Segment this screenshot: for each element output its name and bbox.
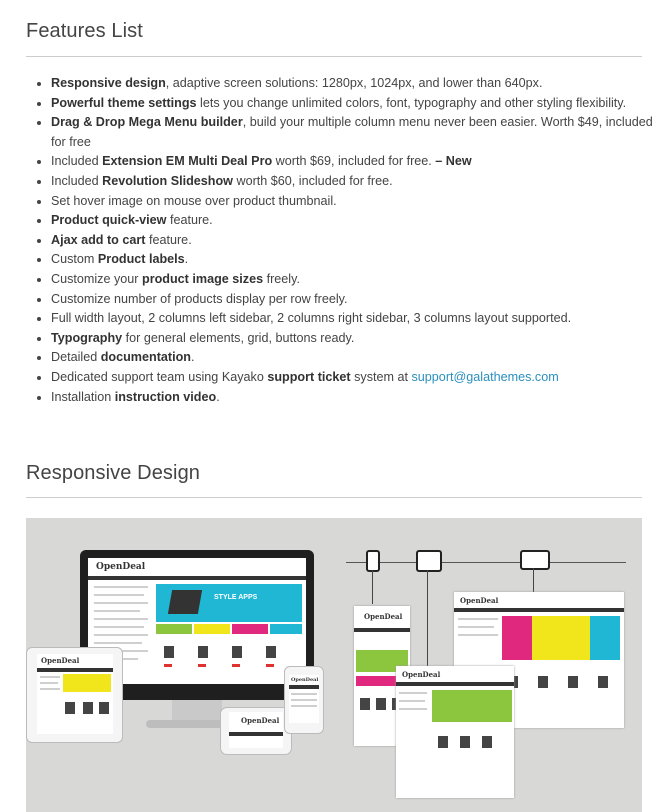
feature-text: Detailed [51, 350, 101, 365]
product-thumb [83, 702, 93, 714]
feature-text: . [184, 252, 189, 267]
mobile-nav [354, 628, 410, 632]
phone-portrait-nav [289, 685, 319, 689]
menu-line [291, 699, 317, 701]
feature-item [51, 388, 658, 408]
tablet-screen [37, 654, 113, 734]
features-title: Features List [26, 20, 143, 42]
feature-item [51, 309, 658, 329]
product-thumb [65, 702, 75, 714]
feature-text: Customize your [51, 271, 142, 286]
feature-text: Included [51, 154, 103, 169]
desktop-nav [88, 576, 306, 580]
sidebar-line [399, 708, 427, 710]
desktop-tile-3 [232, 624, 268, 634]
tablet-preview-banner [432, 690, 512, 722]
tablet-device [26, 647, 123, 743]
sidebar-line [458, 634, 498, 636]
feature-text: Full width layout, 2 columns left sidebar, 2 columns right sidebar, 3 columns layout supported. [51, 311, 572, 326]
responsive-title: Responsive Design [26, 462, 201, 484]
feature-text: Dedicated support team using Kayako [51, 369, 268, 384]
feature-item [51, 231, 658, 251]
sidebar-line [94, 634, 148, 636]
phone-landscape-screen [229, 712, 283, 748]
feature-item [51, 94, 658, 114]
feature-highlight: Revolution Slideshow [102, 173, 233, 188]
feature-item [51, 270, 658, 290]
sidebar-line [40, 682, 58, 684]
responsive-showcase-image [26, 518, 642, 812]
feature-text: , adaptive screen solutions: 1280px, 1024px, and lower than 640px. [165, 76, 543, 90]
product-thumb [232, 646, 242, 658]
tablet-preview-nav [396, 682, 514, 686]
responsive-divider [26, 497, 642, 498]
menu-line [291, 705, 317, 707]
product-thumb [438, 736, 448, 748]
desktop-preview-banner [502, 616, 620, 660]
feature-item [51, 192, 658, 212]
feature-item [51, 348, 658, 368]
feature-item [51, 329, 658, 349]
feature-text: system at [350, 369, 412, 384]
feature-text: lets you change unlimited colors, font, typography and other styling flexibility. [196, 95, 627, 110]
feature-text: . [190, 350, 195, 365]
breakpoint-line [346, 562, 626, 563]
phone-landscape-nav [229, 732, 283, 736]
feature-highlight: Responsive design [51, 76, 166, 90]
tablet-icon [416, 550, 442, 572]
sidebar-line [94, 618, 148, 620]
product-thumb [460, 736, 470, 748]
product-thumb [360, 698, 370, 710]
sidebar-line [94, 586, 148, 588]
desktop-banner-text: STYLE APPS [214, 594, 258, 601]
phone-arrow [372, 570, 373, 604]
feature-highlight: instruction video [114, 389, 217, 404]
feature-highlight: Ajax add to cart [51, 232, 146, 247]
desktop-arrow [533, 568, 534, 592]
phone-landscape-device [220, 707, 292, 755]
feature-text: for general elements, grid, buttons ready. [122, 330, 355, 345]
feature-text: feature. [166, 213, 213, 228]
tablet-product-image [168, 590, 202, 614]
sidebar-line [94, 594, 144, 596]
feature-text: feature. [145, 232, 192, 247]
desktop-tile-2 [194, 624, 230, 634]
tablet-banner [63, 674, 111, 692]
product-thumb [538, 676, 548, 688]
feature-text: worth $69, included for free. [272, 154, 436, 169]
sidebar-line [40, 688, 60, 690]
feature-text: . [216, 389, 220, 404]
feature-item [51, 74, 658, 94]
tablet-arrow [427, 570, 428, 666]
banner-stripe [502, 616, 532, 660]
feature-text: Custom [51, 252, 98, 267]
feature-text: Installation [51, 389, 115, 404]
feature-highlight: Drag & Drop Mega Menu builder [51, 115, 243, 130]
feature-text: Set hover image on mouse over product thumbnail. [51, 193, 337, 208]
product-thumb [598, 676, 608, 688]
features-list [26, 74, 658, 407]
sidebar-line [40, 676, 60, 678]
support-email-link[interactable]: support@galathemes.com [411, 369, 559, 384]
feature-highlight: Product quick-view [51, 213, 167, 228]
sidebar-line [458, 618, 498, 620]
phone-landscape-logo: OpenDeal [241, 716, 280, 725]
tablet-layout-preview [396, 666, 514, 798]
desktop-tile-1 [156, 624, 192, 634]
feature-item [51, 250, 658, 270]
price-tag [164, 664, 172, 667]
tablet-preview-logo: OpenDeal [402, 670, 441, 679]
feature-text: Included [51, 173, 103, 188]
sidebar-line [94, 602, 148, 604]
banner-stripe [590, 616, 620, 660]
tablet-nav [37, 668, 113, 672]
monitor-stand [172, 700, 222, 722]
product-thumb [568, 676, 578, 688]
desktop-icon [520, 550, 550, 570]
desktop-banner [156, 584, 302, 622]
feature-text: , build your multiple column menu never been easier. Worth $49, included for free [51, 115, 653, 149]
sidebar-line [94, 626, 144, 628]
sidebar-line [399, 692, 427, 694]
tablet-logo: OpenDeal [41, 656, 80, 665]
price-tag [198, 664, 206, 667]
feature-text: Customize number of products display per row freely. [51, 291, 348, 306]
feature-item [51, 368, 658, 388]
feature-item [51, 152, 658, 172]
menu-line [291, 693, 317, 695]
feature-item [51, 113, 658, 152]
feature-highlight: Product labels [97, 252, 185, 267]
feature-item [51, 290, 658, 310]
feature-text: freely. [263, 271, 300, 286]
feature-text: worth $60, included for free. [232, 173, 393, 188]
mobile-logo: OpenDeal [364, 612, 403, 621]
feature-highlight: support ticket [267, 369, 351, 384]
feature-highlight: Extension EM Multi Deal Pro [102, 154, 273, 169]
product-thumb [376, 698, 386, 710]
feature-highlight: product image sizes [142, 271, 264, 286]
product-thumb [266, 646, 276, 658]
sidebar-line [94, 642, 142, 644]
price-tag [232, 664, 240, 667]
phone-portrait-screen [289, 675, 319, 723]
desktop-preview-nav [454, 608, 624, 612]
phone-portrait-device [284, 666, 324, 734]
product-thumb [164, 646, 174, 658]
desktop-tile-4 [270, 624, 302, 634]
desktop-preview-logo: OpenDeal [460, 596, 499, 605]
sidebar-line [94, 610, 140, 612]
product-thumb [198, 646, 208, 658]
desktop-logo: OpenDeal [96, 562, 146, 572]
feature-item [51, 172, 658, 192]
sidebar-line [399, 700, 425, 702]
phone-icon [366, 550, 380, 572]
product-thumb [99, 702, 109, 714]
price-tag [266, 664, 274, 667]
features-divider [26, 56, 642, 57]
phone-portrait-logo: OpenDeal [291, 677, 319, 683]
sidebar-line [458, 626, 494, 628]
feature-item [51, 211, 658, 231]
product-thumb [482, 736, 492, 748]
feature-highlight: Powerful theme settings [51, 95, 197, 110]
feature-highlight: documentation [100, 350, 191, 365]
feature-highlight: Typography [51, 330, 123, 345]
feature-highlight: – New [435, 154, 472, 169]
